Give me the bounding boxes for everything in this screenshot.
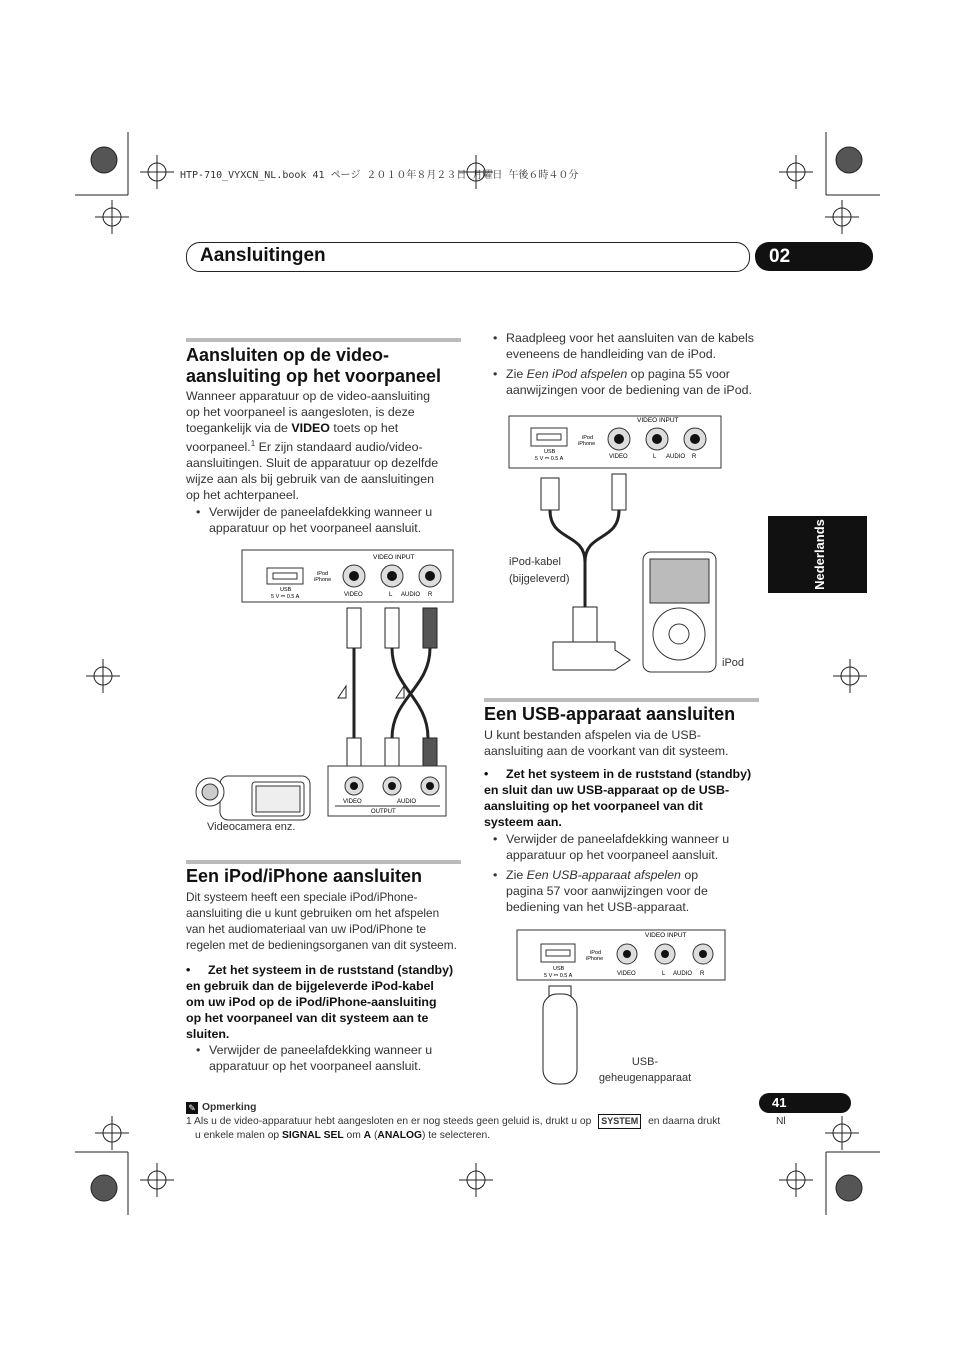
svg-text:AUDIO: AUDIO — [397, 799, 417, 805]
camcorder-illustration — [196, 776, 310, 820]
svg-text:VIDEO: VIDEO — [609, 454, 628, 460]
svg-text:L: L — [653, 454, 657, 460]
bullet-item: • Verwijder de paneelafdekking wanneer u apparatuur op het voorpaneel aansluit. — [506, 831, 729, 863]
ipod-label: iPod — [722, 657, 745, 669]
svg-text:iPod: iPod — [590, 950, 602, 956]
language-tab-label: Nederlands — [812, 519, 827, 590]
svg-text:5 V ⎓ 0.5 A: 5 V ⎓ 0.5 A — [535, 456, 564, 462]
step-instruction: • Zet het systeem in de ruststand (standby) en gebruik dan de bijgeleverde iPod-kabel om uw iPod op de iPod/iPhone-aansluiting op het voorpaneel van dit systeem aan te sluiten. — [186, 963, 454, 1041]
camera-caption: Videocamera enz. — [207, 821, 296, 833]
svg-text:iPhone: iPhone — [314, 577, 332, 583]
jack-video — [343, 565, 365, 587]
note-heading: Opmerking — [202, 1102, 257, 1113]
section-video-front — [186, 345, 466, 503]
note-icon: ✎ — [186, 1102, 198, 1114]
section-paragraph: Wanneer apparatuur op de video-aansluiting op het voorpaneel is aangesloten, is deze toegankelijk via de VIDEO toets op het voorpaneel.$^1$ Er zijn standaard audio/video- aansluitingen. Sluit de apparatuur op dezelfde wijze aan als bij gebruik van de aansluitingen op het achterpaneel. — [186, 389, 439, 503]
book-info-line: HTP-710_VYXCN_NL.book 41 ページ ２０１０年８月２３日 月曜日 午後６時４０分 — [180, 170, 579, 181]
svg-text:iPhone: iPhone — [586, 956, 604, 962]
section-ipod — [186, 866, 466, 953]
section-title: Een USB-apparaat aansluiten — [484, 704, 736, 724]
svg-text:VIDEO: VIDEO — [343, 799, 362, 805]
bullet-item: • Raadpleeg voor het aansluiten van de kabels eveneens de handleiding van de iPod. — [506, 330, 754, 362]
usb-device-label: USB- geheugenapparaat — [598, 1056, 692, 1084]
svg-text:R: R — [700, 971, 705, 977]
svg-text:USB: USB — [553, 966, 565, 972]
section-rule — [186, 338, 461, 342]
page-number: 41 — [759, 1093, 851, 1113]
section-paragraph: Dit systeem heeft een speciale iPod/iPhone- aansluiting die u kunt gebruiken om het afspelen van het audiomateriaal van uw iPod/iPhone te regelen met de bedieningsorganen van dit systeem. — [186, 890, 457, 952]
section-paragraph: U kunt bestanden afspelen via de USB- aansluiting aan de voorkant van dit systeem. — [484, 728, 729, 758]
ipod-connection-diagram — [505, 412, 765, 680]
svg-text:VIDEO: VIDEO — [617, 971, 636, 977]
bullet-item: • Zie Een USB-apparaat afspelen op pagina 57 voor aanwijzingen voor de bediening van het USB-apparaat. — [506, 867, 708, 915]
jack-audio-r — [419, 565, 441, 587]
note-text: 1 Als u de video-apparatuur hebt aangesloten en er nog steeds geen geluid is, drukt u op SYSTEM en daarna drukt u enkele malen op SIGNAL SEL om A (ANALOG) te selecteren. — [186, 1116, 721, 1141]
svg-text:L: L — [389, 592, 393, 598]
video-input-label: VIDEO INPUT — [373, 554, 415, 561]
svg-text:USB: USB — [544, 449, 556, 455]
svg-text:USB: USB — [280, 587, 292, 593]
language-tab — [768, 516, 867, 593]
ipod-cable-label: iPod-kabel (bijgeleverd) — [509, 556, 570, 585]
jack-audio-l — [381, 565, 403, 587]
section-title: Een iPod/iPhone aansluiten — [186, 866, 423, 886]
bullet-item: • Verwijder de paneelafdekking wanneer u apparatuur op het voorpaneel aansluit. — [209, 504, 432, 536]
svg-text:5 V ⎓ 0.5 A: 5 V ⎓ 0.5 A — [544, 973, 573, 979]
output-label: OUTPUT — [371, 809, 396, 815]
svg-text:R: R — [428, 592, 433, 598]
video-connection-diagram — [190, 548, 460, 838]
svg-text:AUDIO: AUDIO — [673, 971, 693, 977]
svg-text:VIDEO INPUT: VIDEO INPUT — [645, 932, 687, 939]
svg-text:iPod: iPod — [317, 571, 329, 577]
bullet-item: • Zie Een iPod afspelen op pagina 55 voor aanwijzingen voor de bediening van de iPod. — [506, 366, 752, 398]
system-key: SYSTEM — [598, 1114, 641, 1129]
svg-text:AUDIO: AUDIO — [666, 454, 686, 460]
step-instruction: • Zet het systeem in de ruststand (standby) en sluit dan uw USB-apparaat op de USB- aansluiting op het voorpaneel van dit systeem aan. — [484, 767, 752, 829]
chapter-title: Aansluitingen — [200, 245, 326, 266]
section-title: Aansluiten op de video- aansluiting op het voorpaneel — [186, 345, 442, 386]
section-rule — [484, 698, 759, 702]
svg-text:VIDEO: VIDEO — [344, 592, 363, 598]
section-usb — [484, 704, 769, 759]
bullet-item: • Verwijder de paneelafdekking wanneer u apparatuur op het voorpaneel aansluit. — [209, 1042, 432, 1074]
svg-text:VIDEO INPUT: VIDEO INPUT — [637, 417, 679, 424]
ipod-illustration — [643, 552, 716, 672]
section-rule — [186, 860, 461, 864]
svg-text:5 V ⎓ 0.5 A: 5 V ⎓ 0.5 A — [271, 594, 300, 600]
chapter-number: 02 — [755, 242, 873, 271]
svg-text:iPod: iPod — [582, 435, 594, 441]
page-language: Nl — [776, 1116, 786, 1127]
svg-text:AUDIO: AUDIO — [401, 592, 421, 598]
svg-text:R: R — [692, 454, 697, 460]
svg-text:L: L — [662, 971, 666, 977]
svg-text:iPhone: iPhone — [578, 441, 596, 447]
usb-stick-illustration — [543, 986, 577, 1084]
